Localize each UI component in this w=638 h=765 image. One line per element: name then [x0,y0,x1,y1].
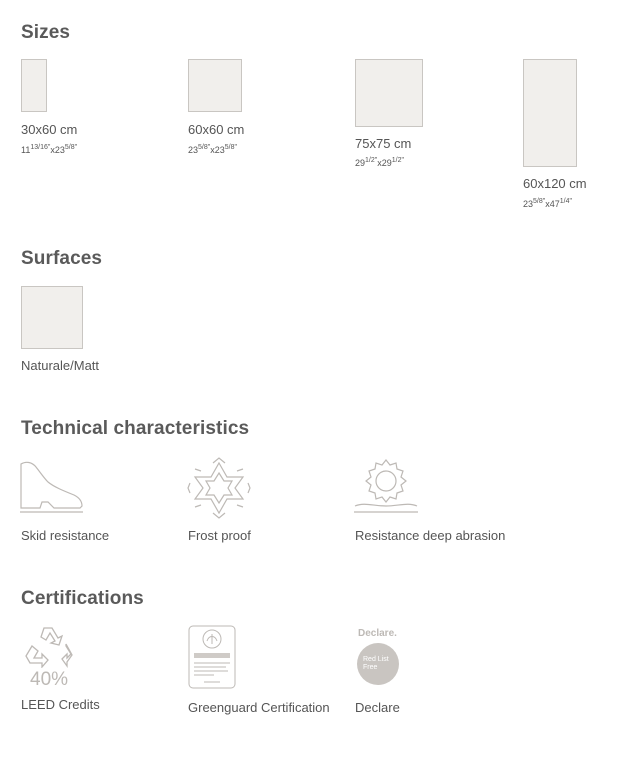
greenguard-icon [188,625,236,689]
tile-30x60 [21,59,47,112]
tile-60x120 [523,59,577,167]
recycle-percent-badge: 40% [30,669,69,690]
snowflake-icon [187,457,251,519]
certifications-heading: Certifications [21,588,144,609]
declare-icon [356,628,402,688]
surface-label-naturale: Naturale/Matt [21,358,100,373]
declare-badge-title: Declare. [358,628,397,639]
declare-label: Declare [355,700,400,715]
recycle-icon [22,624,78,690]
declare-badge-circle [357,643,399,685]
size-in-60x120: $23^{5/8"}x47^{1/4"}$ [523,198,572,209]
greenguard-label: Greenguard Certification [188,700,330,715]
size-cm-60x120: 60x120 cm [523,176,587,191]
declare-badge-text-2: Free [363,664,378,671]
technical-heading: Technical characteristics [21,418,250,439]
frost-proof-label: Frost proof [188,528,251,543]
deep-abrasion-label: Resistance deep abrasion [355,528,506,543]
tile-75x75 [355,59,423,127]
size-cm-75x75: 75x75 cm [355,136,412,151]
size-in-30x60: $11^{13/16"}x23^{5/8"}$ [21,144,78,155]
size-cm-30x60: 30x60 cm [21,122,78,137]
skid-resistance-label: Skid resistance [21,528,110,543]
size-in-75x75: $29^{1/2"}x29^{1/2"}$ [355,157,404,168]
surface-swatch-naturale[interactable] [21,286,83,349]
leed-credits-label: LEED Credits [21,697,100,712]
gear-abrasion-icon [354,458,418,514]
shoe-icon [20,458,84,514]
declare-badge-text-1: Red List [363,656,389,663]
surfaces-heading: Surfaces [21,248,103,269]
sizes-heading: Sizes [21,22,71,43]
size-cm-60x60: 60x60 cm [188,122,245,137]
size-in-60x60: $23^{5/8"}x23^{5/8"}$ [188,144,237,155]
tile-60x60 [188,59,242,112]
